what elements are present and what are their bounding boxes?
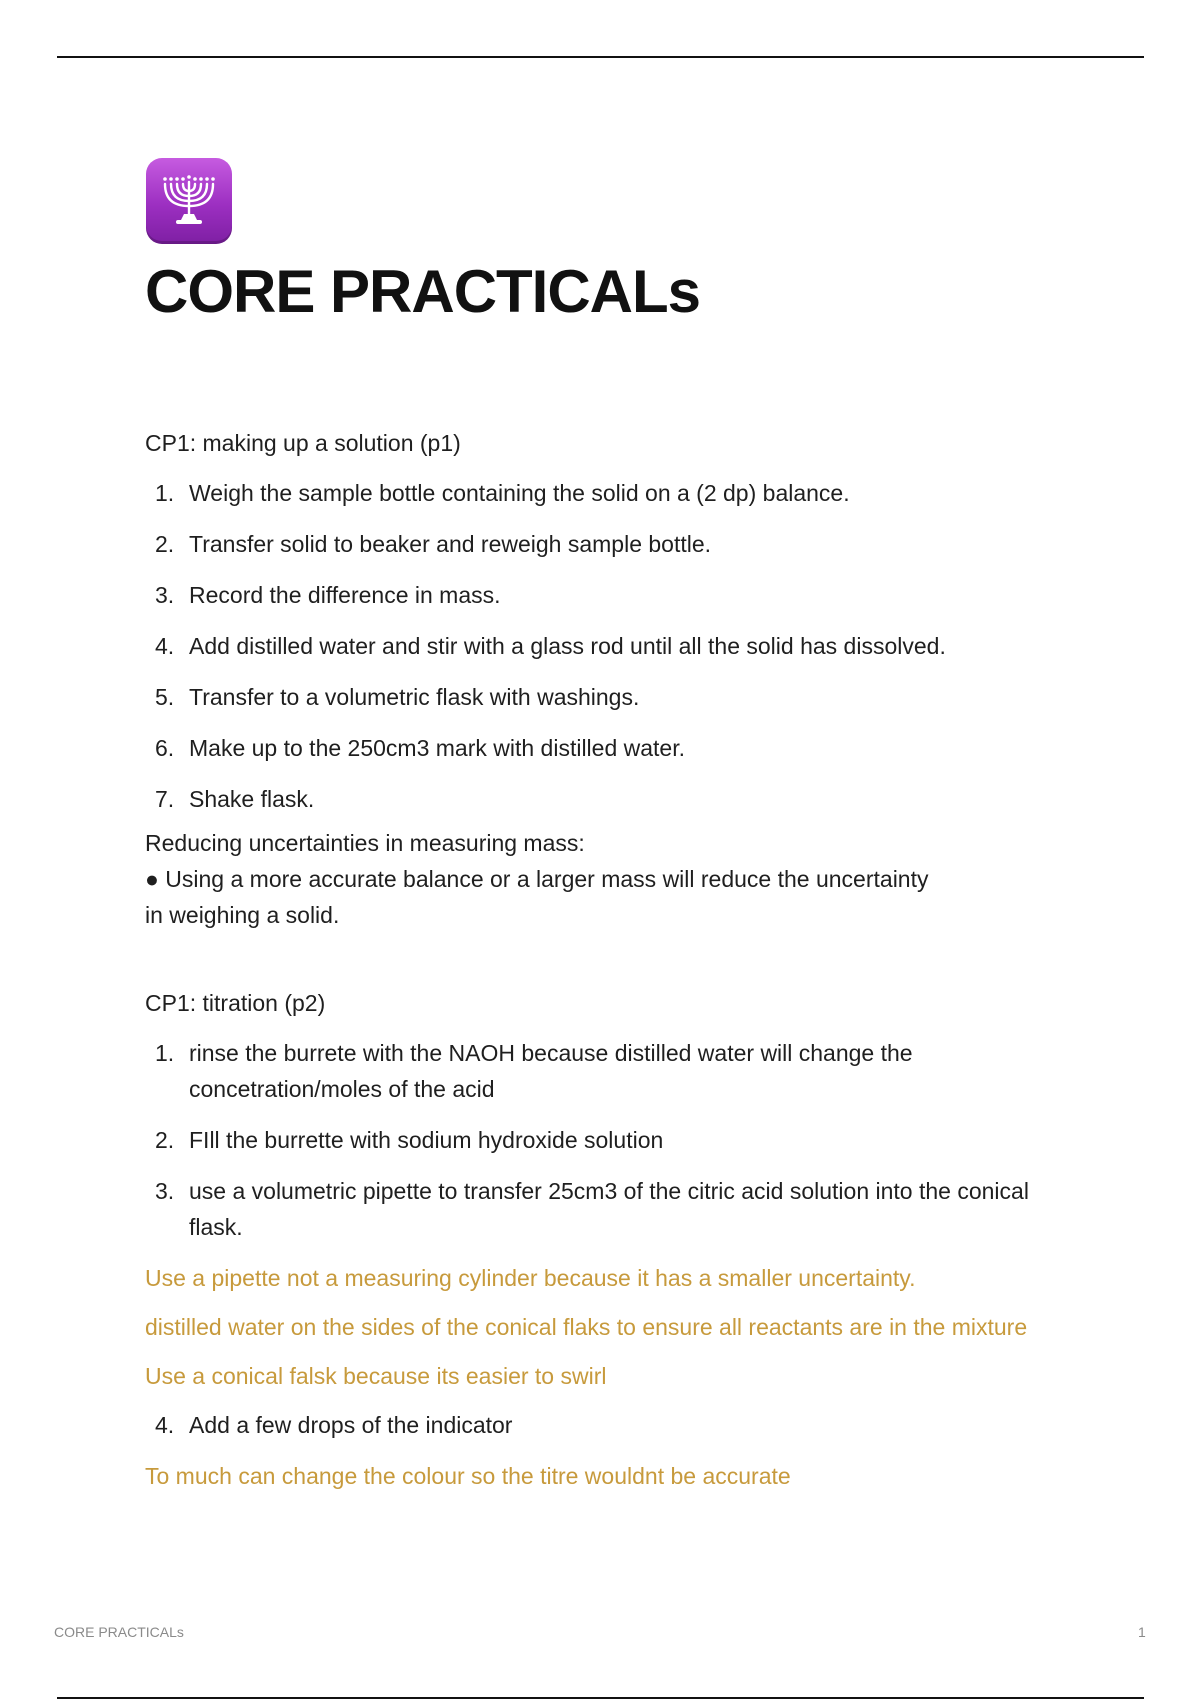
titration-steps [145,1035,1075,1245]
list-item [145,526,1075,562]
list-item [145,1035,1075,1107]
step-number: 4. [155,633,175,659]
step-number: 7. [155,786,175,812]
bottom-rule [57,1697,1144,1699]
list-item [145,628,1075,664]
step-text: FIll the burrette with sodium hydroxide solution [189,1127,664,1153]
top-rule [57,56,1144,58]
note-indicator: To much can change the colour so the titre wouldnt be accurate [145,1463,791,1489]
step-number: 2. [155,531,175,557]
step-text: Transfer solid to beaker and reweigh sample bottle. [189,531,712,557]
step-number: 2. [155,1127,175,1153]
list-item [145,475,1075,511]
uncertainty-bullet: ● Using a more accurate balance or a larger mass will reduce the uncertainty [145,866,929,892]
step-text: Record the difference in mass. [189,582,501,608]
list-item [145,1122,1075,1158]
step-text: Weigh the sample bottle containing the solid on a (2 dp) balance. [189,480,850,506]
page-title: CORE PRACTICALs [145,258,701,325]
list-item [145,1407,1075,1443]
step-text: Add a few drops of the indicator [189,1412,513,1438]
solution-steps [145,475,1075,817]
note-conical-flask: Use a conical falsk because its easier to swirl [145,1363,607,1389]
list-item [145,781,1075,817]
list-item [145,577,1075,613]
note-pipette: Use a pipette not a measuring cylinder because it has a smaller uncertainty. [145,1265,916,1291]
step-text: Make up to the 250cm3 mark with distilled water. [189,735,686,761]
list-item [145,730,1075,766]
step-number: 6. [155,735,175,761]
note-distilled-water: distilled water on the sides of the conical flaks to ensure all reactants are in the mixture [145,1314,1028,1340]
step-number: 5. [155,684,175,710]
step-number: 3. [155,1178,175,1204]
step-text: use a volumetric pipette to transfer 25cm3 of the citric acid solution into the conical flask. [189,1178,1029,1240]
step-number: 3. [155,582,175,608]
page-number: 1 [1138,1624,1146,1640]
list-item [145,679,1075,715]
step-number: 4. [155,1412,175,1438]
step-text: Shake flask. [189,786,315,812]
step-number: 1. [155,1040,175,1066]
step-text: Transfer to a volumetric flask with washings. [189,684,640,710]
uncertainty-bullet-continued: in weighing a solid. [145,902,340,928]
list-item [145,1173,1075,1245]
section-heading-solution: CP1: making up a solution (p1) [145,430,461,456]
section-heading-titration: CP1: titration (p2) [145,990,326,1016]
step-number: 1. [155,480,175,506]
step-text: Add distilled water and stir with a glass rod until all the solid has dissolved. [189,633,946,659]
uncertainty-heading: Reducing uncertainties in measuring mass: [145,830,585,856]
menorah-icon [146,158,232,244]
titration-steps-continued [145,1407,1075,1443]
document-body [145,425,1075,1507]
step-text: rinse the burrete with the NAOH because distilled water will change the concetration/moles of the acid [189,1040,913,1102]
footer-title: CORE PRACTICALs [54,1624,184,1640]
